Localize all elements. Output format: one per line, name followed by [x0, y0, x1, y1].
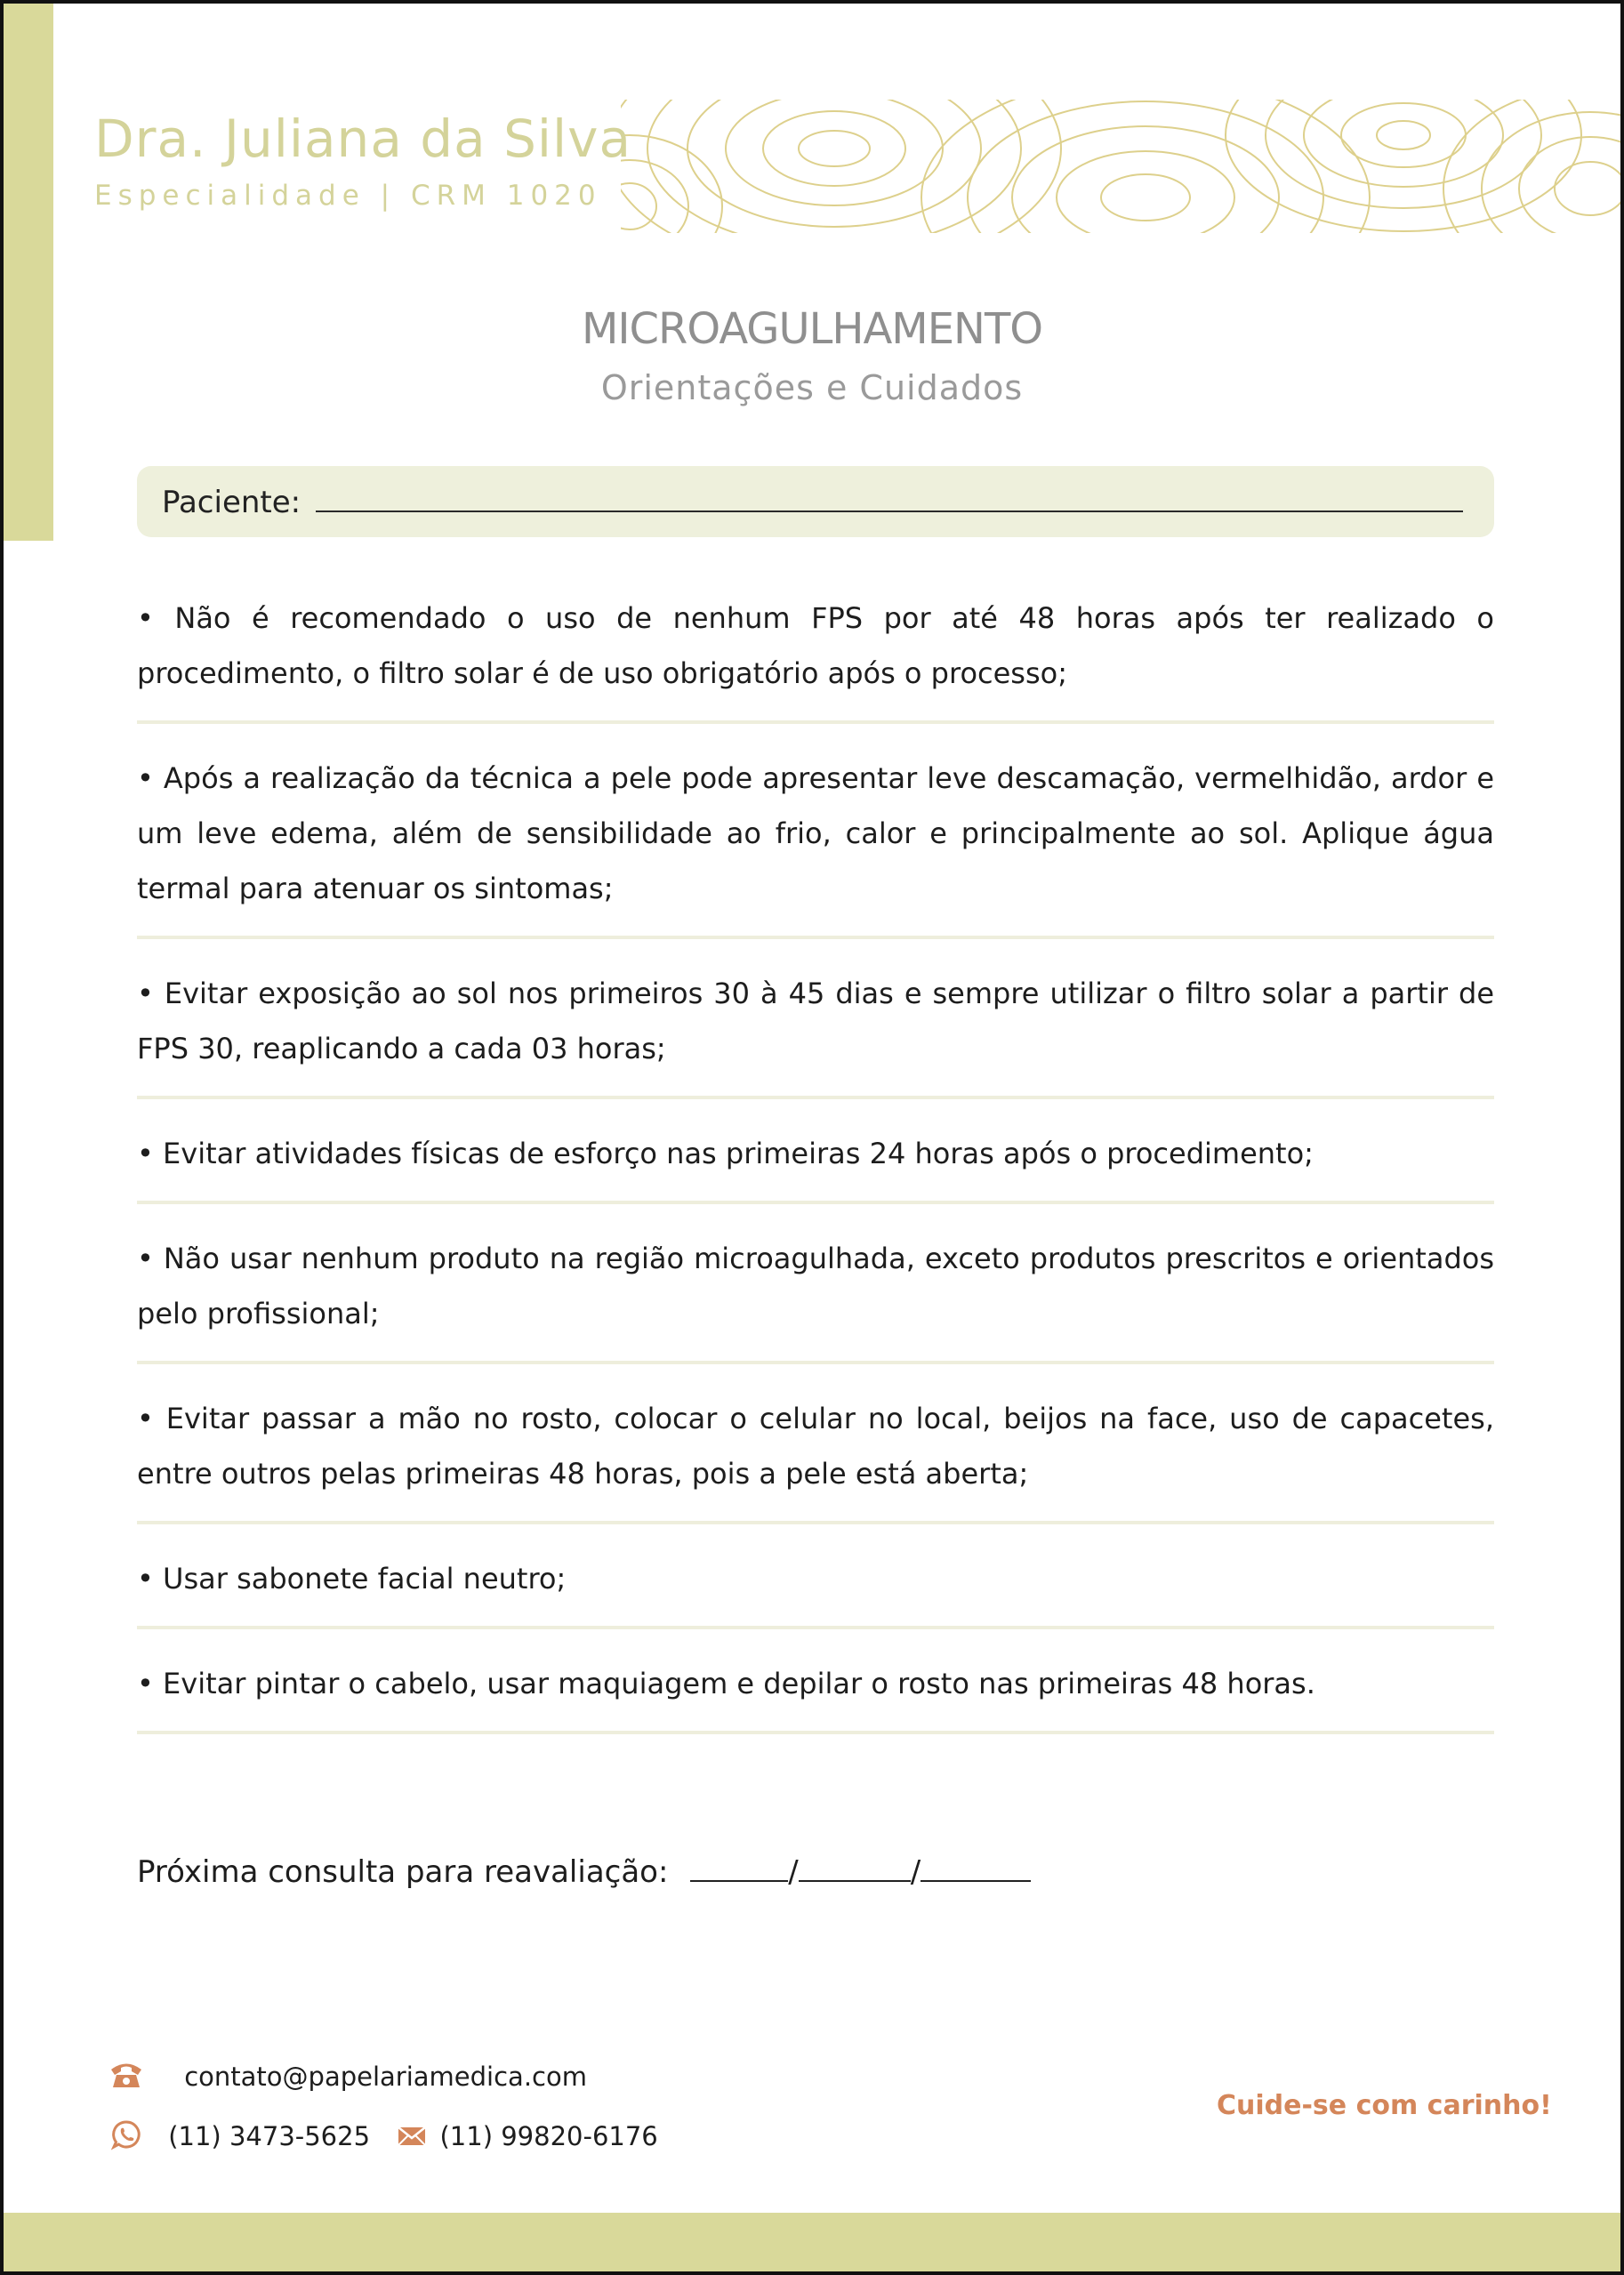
instruction-item: • Evitar pintar o cabelo, usar maquiagem e depilar o rosto nas primeiras 48 horas. — [137, 1656, 1494, 1734]
phone-number[interactable]: (11) 99820-6176 — [439, 2120, 658, 2151]
document-title: MICROAGULHAMENTO — [581, 304, 1043, 354]
specialty-crm: Especialidade | CRM 1020 — [94, 180, 602, 212]
left-accent-stripe — [4, 4, 53, 541]
instruction-item: • Evitar passar a mão no rosto, colocar o celular no local, beijos na face, uso de capacetes, entre outros pelas primeiras 48 horas, pois a pele está aberta; — [137, 1391, 1494, 1524]
contact-phones — [110, 2118, 658, 2157]
instruction-item: • Não usar nenhum produto na região microagulhada, exceto produtos prescritos e orientados pelo profissional; — [137, 1231, 1494, 1364]
document-subtitle: Orientações e Cuidados — [600, 368, 1024, 407]
telephone-icon — [109, 2060, 144, 2096]
appointment-day-field[interactable] — [690, 1852, 788, 1882]
email-text[interactable]: contato@papelariamedica.com — [184, 2061, 587, 2092]
whatsapp-number[interactable]: (11) 3473-5625 — [168, 2120, 371, 2151]
instructions-list — [137, 591, 1494, 1761]
date-separator: / — [788, 1854, 799, 1890]
date-separator: / — [910, 1854, 921, 1890]
instruction-item: • Usar sabonete facial neutro; — [137, 1551, 1494, 1629]
patient-field-box — [137, 466, 1494, 537]
topographic-pattern — [621, 100, 1624, 233]
patient-label: Paciente: — [162, 485, 301, 520]
whatsapp-icon — [110, 2118, 142, 2157]
instruction-item: • Evitar exposição ao sol nos primeiros 30 à 45 dias e sempre utilizar o filtro solar a partir de FPS 30, reaplicando a cada 03 horas; — [137, 966, 1494, 1099]
contact-email — [109, 2060, 587, 2096]
doctor-name: Dra. Juliana da Silva — [94, 109, 632, 169]
envelope-icon — [398, 2123, 426, 2153]
next-appointment-label: Próxima consulta para reavaliação: — [137, 1854, 669, 1890]
next-appointment — [137, 1852, 1031, 1890]
instruction-item: • Após a realização da técnica a pele pode apresentar leve descamação, vermelhidão, ardor e um leve edema, além de sensibilidade ao frio, calor e principalmente ao sol. Aplique água termal para atenuar os sintomas; — [137, 751, 1494, 939]
patient-name-field[interactable] — [316, 484, 1463, 512]
bottom-accent-band — [4, 2213, 1620, 2271]
instruction-item: • Evitar atividades físicas de esforço nas primeiras 24 horas após o procedimento; — [137, 1126, 1494, 1204]
slogan: Cuide-se com carinho! — [1217, 2090, 1552, 2121]
appointment-year-field[interactable] — [921, 1852, 1031, 1882]
appointment-month-field[interactable] — [799, 1852, 911, 1882]
instruction-item: • Não é recomendado o uso de nenhum FPS por até 48 horas após ter realizado o procedimento, o filtro solar é de uso obrigatório após o processo; — [137, 591, 1494, 724]
